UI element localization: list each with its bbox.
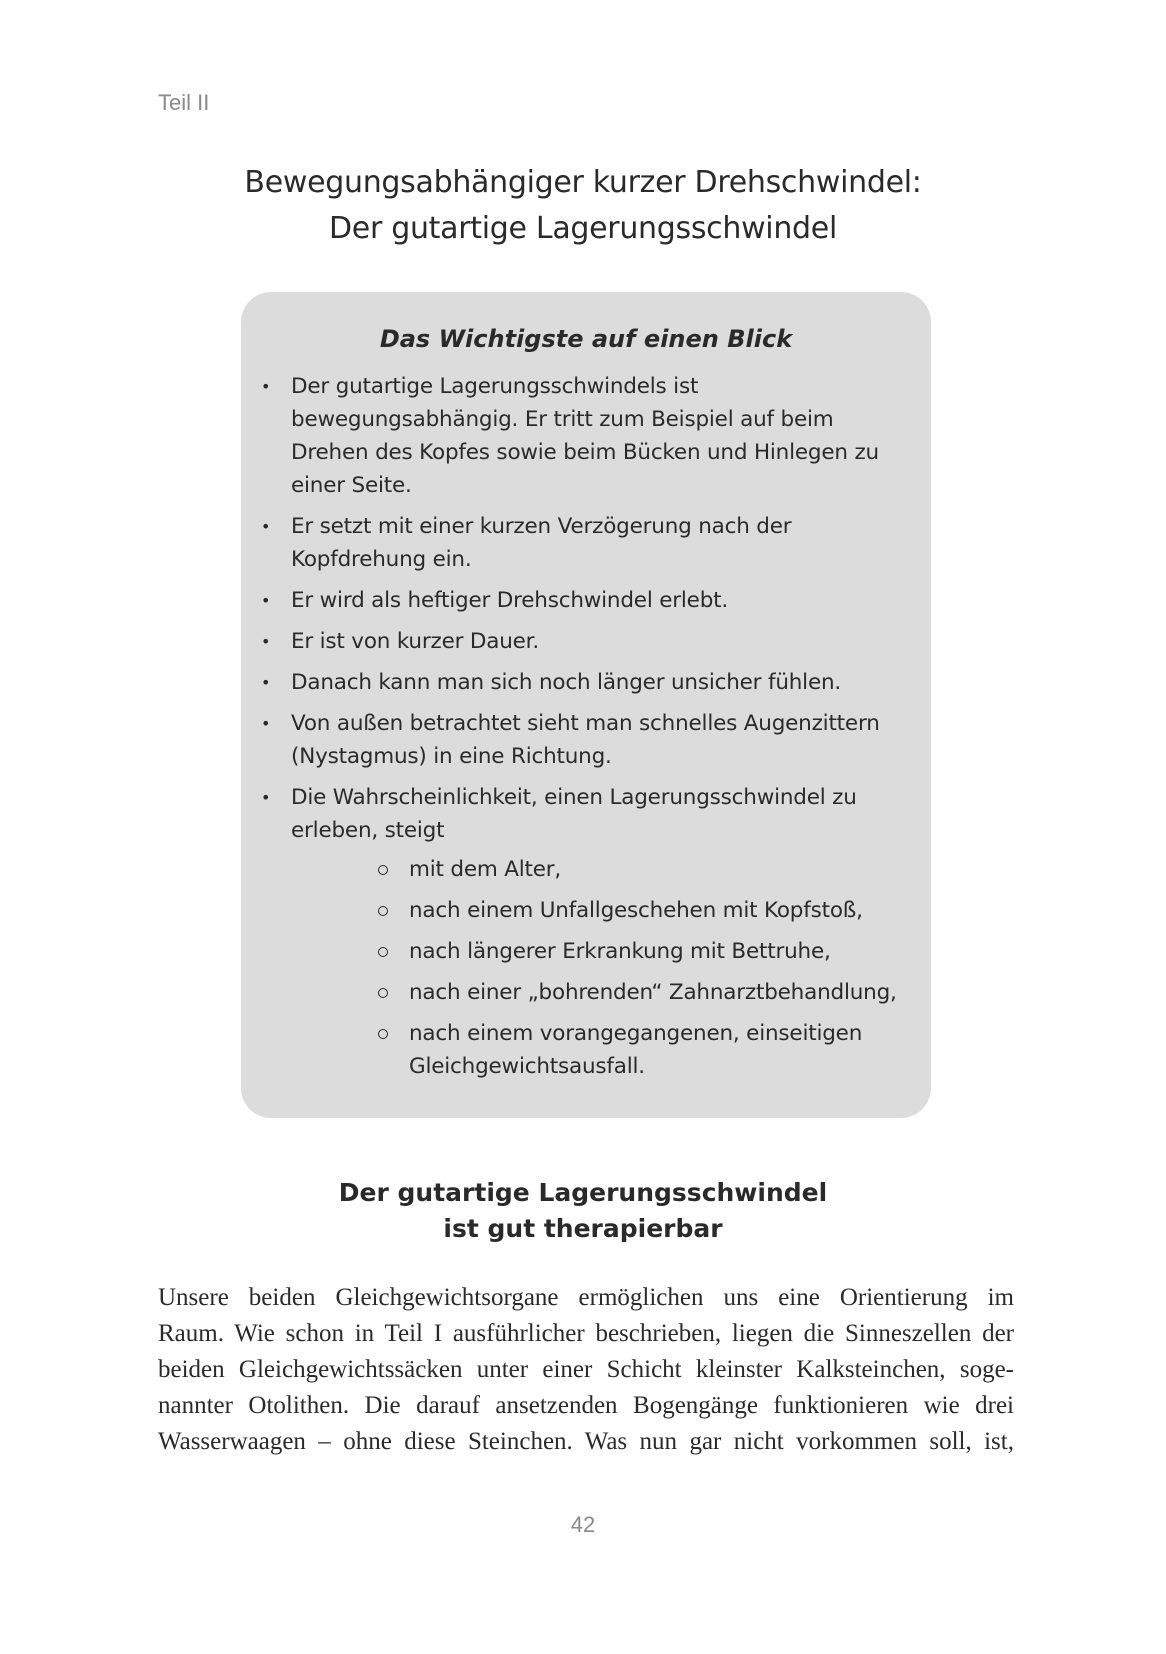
body-line: Wasserwaagen – ohne diese Steinchen. Was nun gar nicht vorkommen soll, ist, [158, 1428, 1014, 1455]
body-line: beiden Gleichgewichtssäcken unter einer Schicht kleinster Kalksteinchen, soge- [158, 1356, 1014, 1383]
list-item: • Er wird als heftiger Drehschwindel erlebt. [259, 584, 901, 617]
sub-list-item: nach längerer Erkrankung mit Bettruhe, [291, 935, 901, 968]
summary-box [241, 292, 931, 1118]
body-line: Raum. Wie schon in Teil I ausführlicher beschrieben, liegen die Sinneszellen der [158, 1320, 1014, 1347]
section-heading [0, 1175, 1166, 1247]
sub-list [291, 853, 901, 1083]
body-line: Unsere beiden Gleichgewichtsorgane ermöglichen uns eine Orientierung im [158, 1284, 1014, 1311]
list-item-with-sublist [259, 781, 901, 1083]
sub-list-item: nach einem Unfallgeschehen mit Kopfstoß, [291, 894, 901, 927]
section-heading-line: ist gut therapierbar [443, 1214, 723, 1243]
section-heading-line: Der gutartige Lagerungsschwindel [338, 1178, 828, 1207]
body-line: nannter Otolithen. Die darauf ansetzenden Bogengänge funktionieren wie drei [158, 1392, 1014, 1419]
list-item-text: Die Wahrscheinlichkeit, einen Lagerungsschwindel zu erleben, steigt [291, 785, 857, 843]
sub-list-item: mit dem Alter, [291, 853, 901, 886]
body-paragraph [158, 1280, 1014, 1460]
summary-list [259, 370, 901, 1083]
chapter-title-line: Der gutartige Lagerungsschwindel [329, 211, 837, 246]
list-item: • Er setzt mit einer kurzen Verzögerung nach der Kopfdrehung ein. [259, 510, 901, 576]
sub-list-item: nach einem vorangegangenen, einseitigen Gleichgewichtsausfall. [291, 1017, 901, 1083]
chapter-title [0, 160, 1166, 252]
list-item: • Er ist von kurzer Dauer. [259, 625, 901, 658]
summary-box-title: Das Wichtigste auf einen Blick [379, 325, 793, 353]
chapter-title-line: Bewegungsabhängiger kurzer Drehschwindel: [244, 165, 922, 200]
list-item: • Danach kann man sich noch länger unsicher fühlen. [259, 666, 901, 699]
page-number: 42 [570, 1512, 596, 1537]
sub-list-item: nach einer „bohrenden“ Zahnarztbehandlung, [291, 976, 901, 1009]
list-item: • Von außen betrachtet sieht man schnelles Augenzittern (Nystagmus) in eine Richtung. [259, 707, 901, 773]
list-item: • Der gutartige Lagerungsschwindels ist bewegungsabhängig. Er tritt zum Beispiel auf beim Drehen des Kopfes sowie beim Bücken und Hinlegen zu einer Seite. [259, 370, 901, 502]
running-head: Teil II [158, 90, 210, 115]
